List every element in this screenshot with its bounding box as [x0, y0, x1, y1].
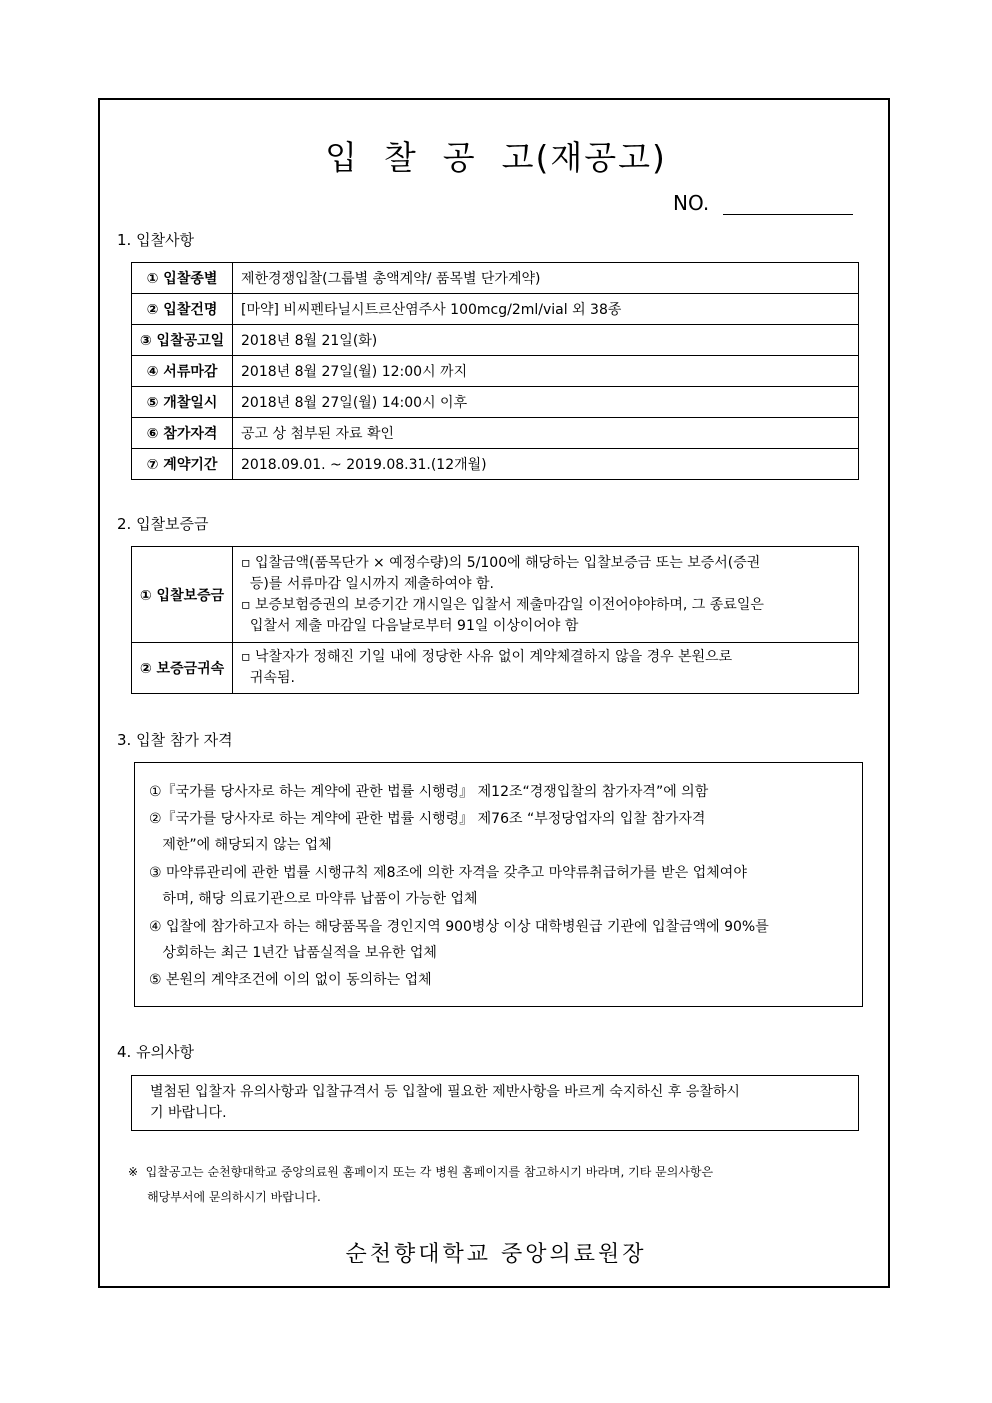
qualification-item: 하며, 해당 의료기관으로 마약류 납품이 가능한 업체	[149, 891, 478, 907]
notice-box	[131, 1075, 859, 1131]
row-value	[233, 547, 859, 643]
qualification-item: ④ 입찰에 참가하고자 하는 해당품목을 경인지역 900병상 이상 대학병원급 기관에 입찰금액에 90%를	[149, 919, 769, 935]
notice-line: 별첨된 입찰자 유의사항과 입찰규격서 등 입찰에 필요한 제반사항을 바르게 숙지하신 후 응찰하시	[150, 1084, 740, 1100]
deposit-table	[131, 546, 859, 694]
deposit-line: 등)를 서류마감 일시까지 제출하여야 함.	[241, 575, 494, 592]
qualification-item: 제한”에 해당되지 않는 업체	[149, 837, 332, 853]
section-heading-deposit: 2. 입찰보증금	[117, 515, 209, 533]
row-value: 제한경쟁입찰(그룹별 총액계약/ 품목별 단가계약)	[233, 263, 859, 294]
row-label: ④ 서류마감	[132, 356, 233, 387]
table-row	[132, 449, 859, 480]
section-heading-bid-items: 1. 입찰사항	[117, 231, 195, 249]
table-row	[132, 387, 859, 418]
deposit-line: ▫ 낙찰자가 정해진 기일 내에 정당한 사유 없이 계약체결하지 않을 경우 본원으로	[241, 649, 733, 665]
table-row	[132, 547, 859, 643]
deposit-line: 입찰서 제출 마감일 다음날로부터 91일 이상이어야 함	[241, 617, 579, 634]
table-row	[132, 263, 859, 294]
section-heading-notice: 4. 유의사항	[117, 1043, 195, 1061]
footnote-line: ※ 입찰공고는 순천향대학교 중앙의료원 홈페이지 또는 각 병원 홈페이지를 참고하시기 바라며, 기타 문의사항은	[128, 1165, 714, 1179]
deposit-line: ▫ 입찰금액(품목단가 × 예정수량)의 5/100에 해당하는 입찰보증금 또는 보증서(증권	[241, 554, 761, 571]
deposit-line: ▫ 보증보험증권의 보증기간 개시일은 입찰서 제출마감일 이전어야야하며, 그 종료일은	[241, 596, 764, 613]
page-title: 입 찰 공 고(재공고)	[325, 138, 667, 177]
row-value: 2018년 8월 21일(화)	[233, 325, 859, 356]
row-label: ① 입찰종별	[132, 263, 233, 294]
qualification-box	[134, 762, 863, 1007]
section-heading-qualification: 3. 입찰 참가 자격	[117, 731, 233, 749]
row-label: ⑦ 계약기간	[132, 449, 233, 480]
table-row	[132, 643, 859, 694]
signature: 순천향대학교 중앙의료원장	[345, 1242, 647, 1267]
row-value: 공고 상 첨부된 자료 확인	[233, 418, 859, 449]
row-label: ② 보증금귀속	[132, 643, 233, 694]
row-value: 2018년 8월 27일(월) 14:00시 이후	[233, 387, 859, 418]
row-label: ① 입찰보증금	[132, 547, 233, 643]
qualification-item: ⑤ 본원의 계약조건에 이의 없이 동의하는 업체	[149, 972, 432, 988]
row-label: ③ 입찰공고일	[132, 325, 233, 356]
deposit-line: 귀속됨.	[241, 670, 295, 686]
row-value: [마약] 비씨펜타닐시트르산염주사 100mcg/2ml/vial 외 38종	[233, 294, 859, 325]
row-label: ⑤ 개찰일시	[132, 387, 233, 418]
row-label: ⑥ 참가자격	[132, 418, 233, 449]
table-row	[132, 294, 859, 325]
number-label: NO.	[673, 191, 710, 215]
row-label: ② 입찰건명	[132, 294, 233, 325]
row-value: 2018년 8월 27일(월) 12:00시 까지	[233, 356, 859, 387]
table-row	[132, 356, 859, 387]
number-blank-line	[723, 214, 853, 215]
qualification-item: ②『국가를 당사자로 하는 계약에 관한 법률 시행령』 제76조 “부정당업자의 입찰 참가자격	[149, 811, 706, 827]
qualification-item: ③ 마약류관리에 관한 법률 시행규칙 제8조에 의한 자격을 갖추고 마약류취급허가를 받은 업체여야	[149, 865, 747, 881]
notice-line: 기 바랍니다.	[150, 1105, 227, 1121]
footnote-line: 해당부서에 문의하시기 바랍니다.	[128, 1190, 321, 1204]
row-value: 2018.09.01. ~ 2019.08.31.(12개월)	[233, 449, 859, 480]
qualification-item: 상회하는 최근 1년간 납품실적을 보유한 업체	[149, 945, 437, 961]
qualification-item: ①『국가를 당사자로 하는 계약에 관한 법률 시행령』 제12조“경쟁입찰의 참가자격”에 의함	[149, 784, 709, 800]
table-row	[132, 325, 859, 356]
bid-items-table	[131, 262, 859, 480]
table-row	[132, 418, 859, 449]
row-value	[233, 643, 859, 694]
